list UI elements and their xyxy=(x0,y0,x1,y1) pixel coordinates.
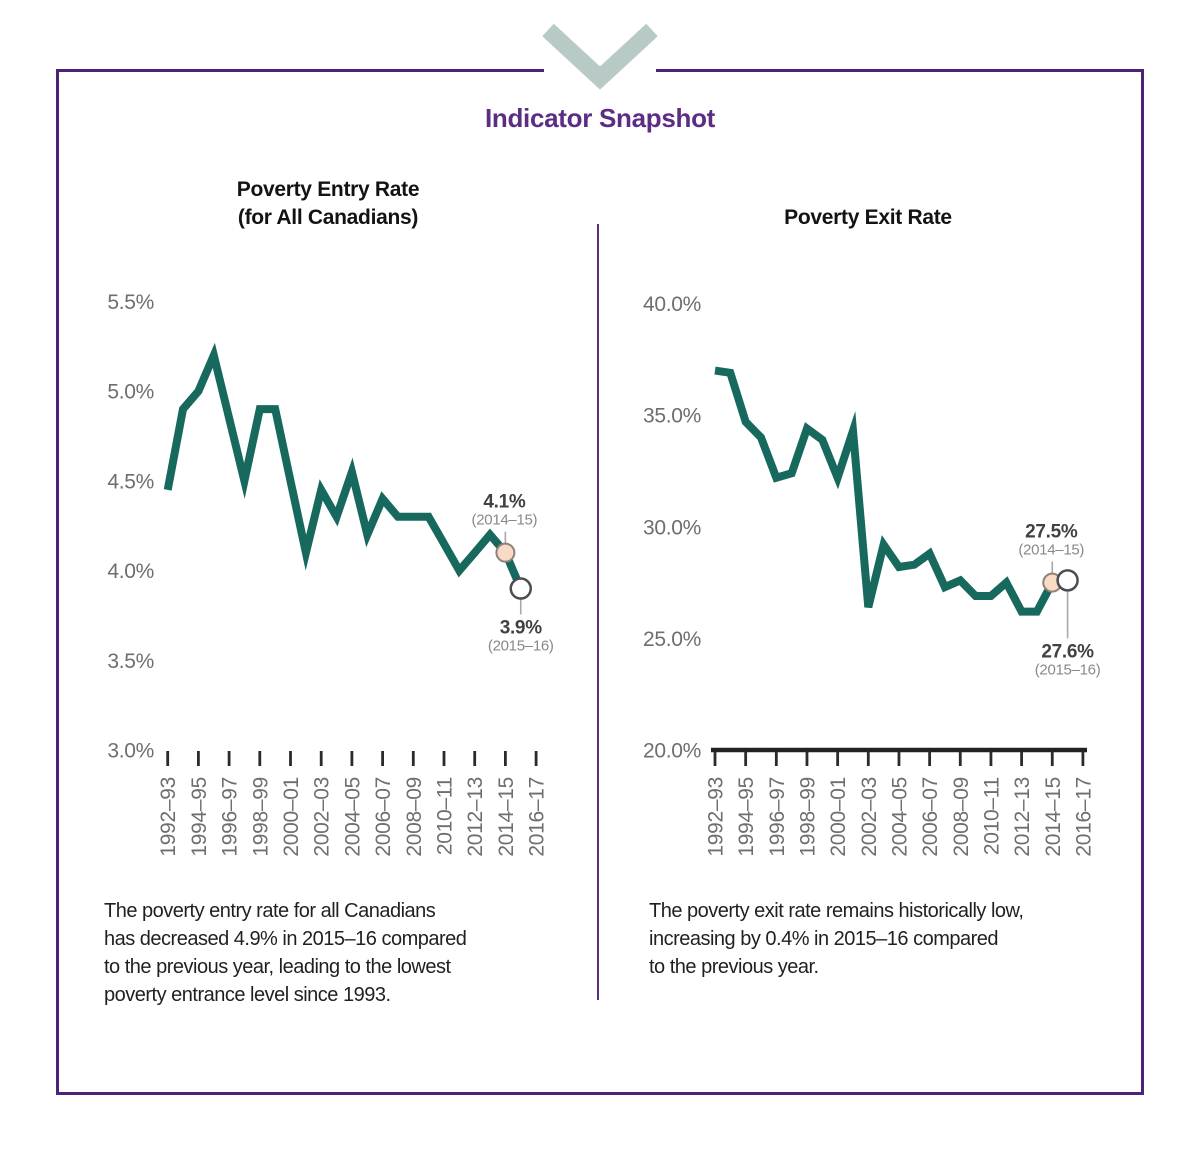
y-tick-label: 3.0% xyxy=(107,739,154,763)
x-tick-label: 1992–93 xyxy=(157,777,181,857)
y-tick-label: 40.0% xyxy=(642,293,701,317)
entry-chart-title xyxy=(128,176,528,232)
poverty-entry-rate-chart xyxy=(80,260,580,900)
exit-chart-title xyxy=(668,204,1068,232)
y-tick-label: 3.5% xyxy=(107,649,154,673)
exit-chart-title-line1: Poverty Exit Rate xyxy=(784,206,952,229)
x-tick-label: 2004–05 xyxy=(341,777,365,857)
annotation-year-label: (2014–15) xyxy=(1018,541,1085,559)
y-tick-label: 25.0% xyxy=(642,627,701,651)
caption-line: increasing by 0.4% in 2015–16 compared xyxy=(649,928,999,950)
y-tick-label: 5.0% xyxy=(107,380,154,404)
caption-line: The poverty exit rate remains historically low, xyxy=(649,900,1024,922)
x-tick-label: 2006–07 xyxy=(919,777,943,857)
poverty-exit-rate-chart xyxy=(600,260,1160,900)
y-tick-label: 5.5% xyxy=(107,291,154,314)
x-tick-label: 1996–97 xyxy=(765,777,789,857)
entry-chart-title-line2: (for All Canadians) xyxy=(237,206,419,229)
x-tick-label: 2016–17 xyxy=(525,777,549,857)
x-tick-label: 2012–13 xyxy=(464,777,488,857)
caption-line: to the previous year. xyxy=(649,956,819,978)
x-tick-label: 2010–11 xyxy=(980,777,1004,856)
vertical-divider xyxy=(597,224,599,1000)
x-tick-label: 2008–09 xyxy=(402,777,426,857)
annotation-year-label: (2014–15) xyxy=(471,511,538,529)
x-tick-label: 2000–01 xyxy=(280,777,303,857)
annotation-value-label: 27.6% xyxy=(1041,641,1094,663)
caption-line: poverty entrance level since 1993. xyxy=(104,984,391,1006)
annotation-value-label: 3.9% xyxy=(499,617,542,639)
chevron-down-icon xyxy=(538,18,662,92)
x-tick-label: 2000–01 xyxy=(827,777,851,857)
x-tick-label: 1996–97 xyxy=(218,777,242,857)
x-tick-label: 2010–11 xyxy=(433,777,457,856)
x-tick-label: 1998–99 xyxy=(796,777,820,857)
highlight-dot-2015–16 xyxy=(1058,570,1078,590)
page-title: Indicator Snapshot xyxy=(484,103,716,133)
y-tick-label: 35.0% xyxy=(642,404,701,428)
x-tick-label: 2014–15 xyxy=(494,777,518,857)
y-tick-label: 4.0% xyxy=(107,560,154,584)
x-tick-label: 2012–13 xyxy=(1011,777,1035,857)
x-tick-label: 2002–03 xyxy=(310,777,334,857)
x-tick-label: 2016–17 xyxy=(1072,777,1096,857)
caption-line: to the previous year, leading to the lowest xyxy=(104,956,451,978)
x-tick-label: 2006–07 xyxy=(372,777,396,857)
y-tick-label: 20.0% xyxy=(642,739,701,763)
x-tick-label: 1994–95 xyxy=(187,777,211,857)
x-tick-label: 2008–09 xyxy=(949,777,973,857)
x-tick-label: 2002–03 xyxy=(857,777,881,857)
entry-chart-caption xyxy=(104,897,564,1009)
caption-line: The poverty entry rate for all Canadians xyxy=(104,900,436,922)
x-tick-label: 1998–99 xyxy=(249,777,273,857)
highlight-dot-2015–16 xyxy=(511,579,531,599)
x-tick-label: 2004–05 xyxy=(888,777,912,857)
annotation-year-label: (2015–16) xyxy=(487,637,554,655)
x-tick-label: 1994–95 xyxy=(735,777,759,857)
entry-chart-title-line1: Poverty Entry Rate xyxy=(236,178,420,201)
x-tick-label: 1992–93 xyxy=(704,777,728,857)
exit-chart-caption xyxy=(649,897,1119,981)
annotation-year-label: (2015–16) xyxy=(1034,661,1101,679)
y-tick-label: 4.5% xyxy=(107,470,154,494)
annotation-value-label: 4.1% xyxy=(483,491,526,513)
highlight-dot-2014–15 xyxy=(496,544,514,562)
y-tick-label: 30.0% xyxy=(642,516,701,540)
caption-line: has decreased 4.9% in 2015–16 compared xyxy=(104,928,467,950)
annotation-value-label: 27.5% xyxy=(1025,521,1078,543)
x-tick-label: 2014–15 xyxy=(1041,777,1065,857)
trend-line xyxy=(715,371,1068,612)
